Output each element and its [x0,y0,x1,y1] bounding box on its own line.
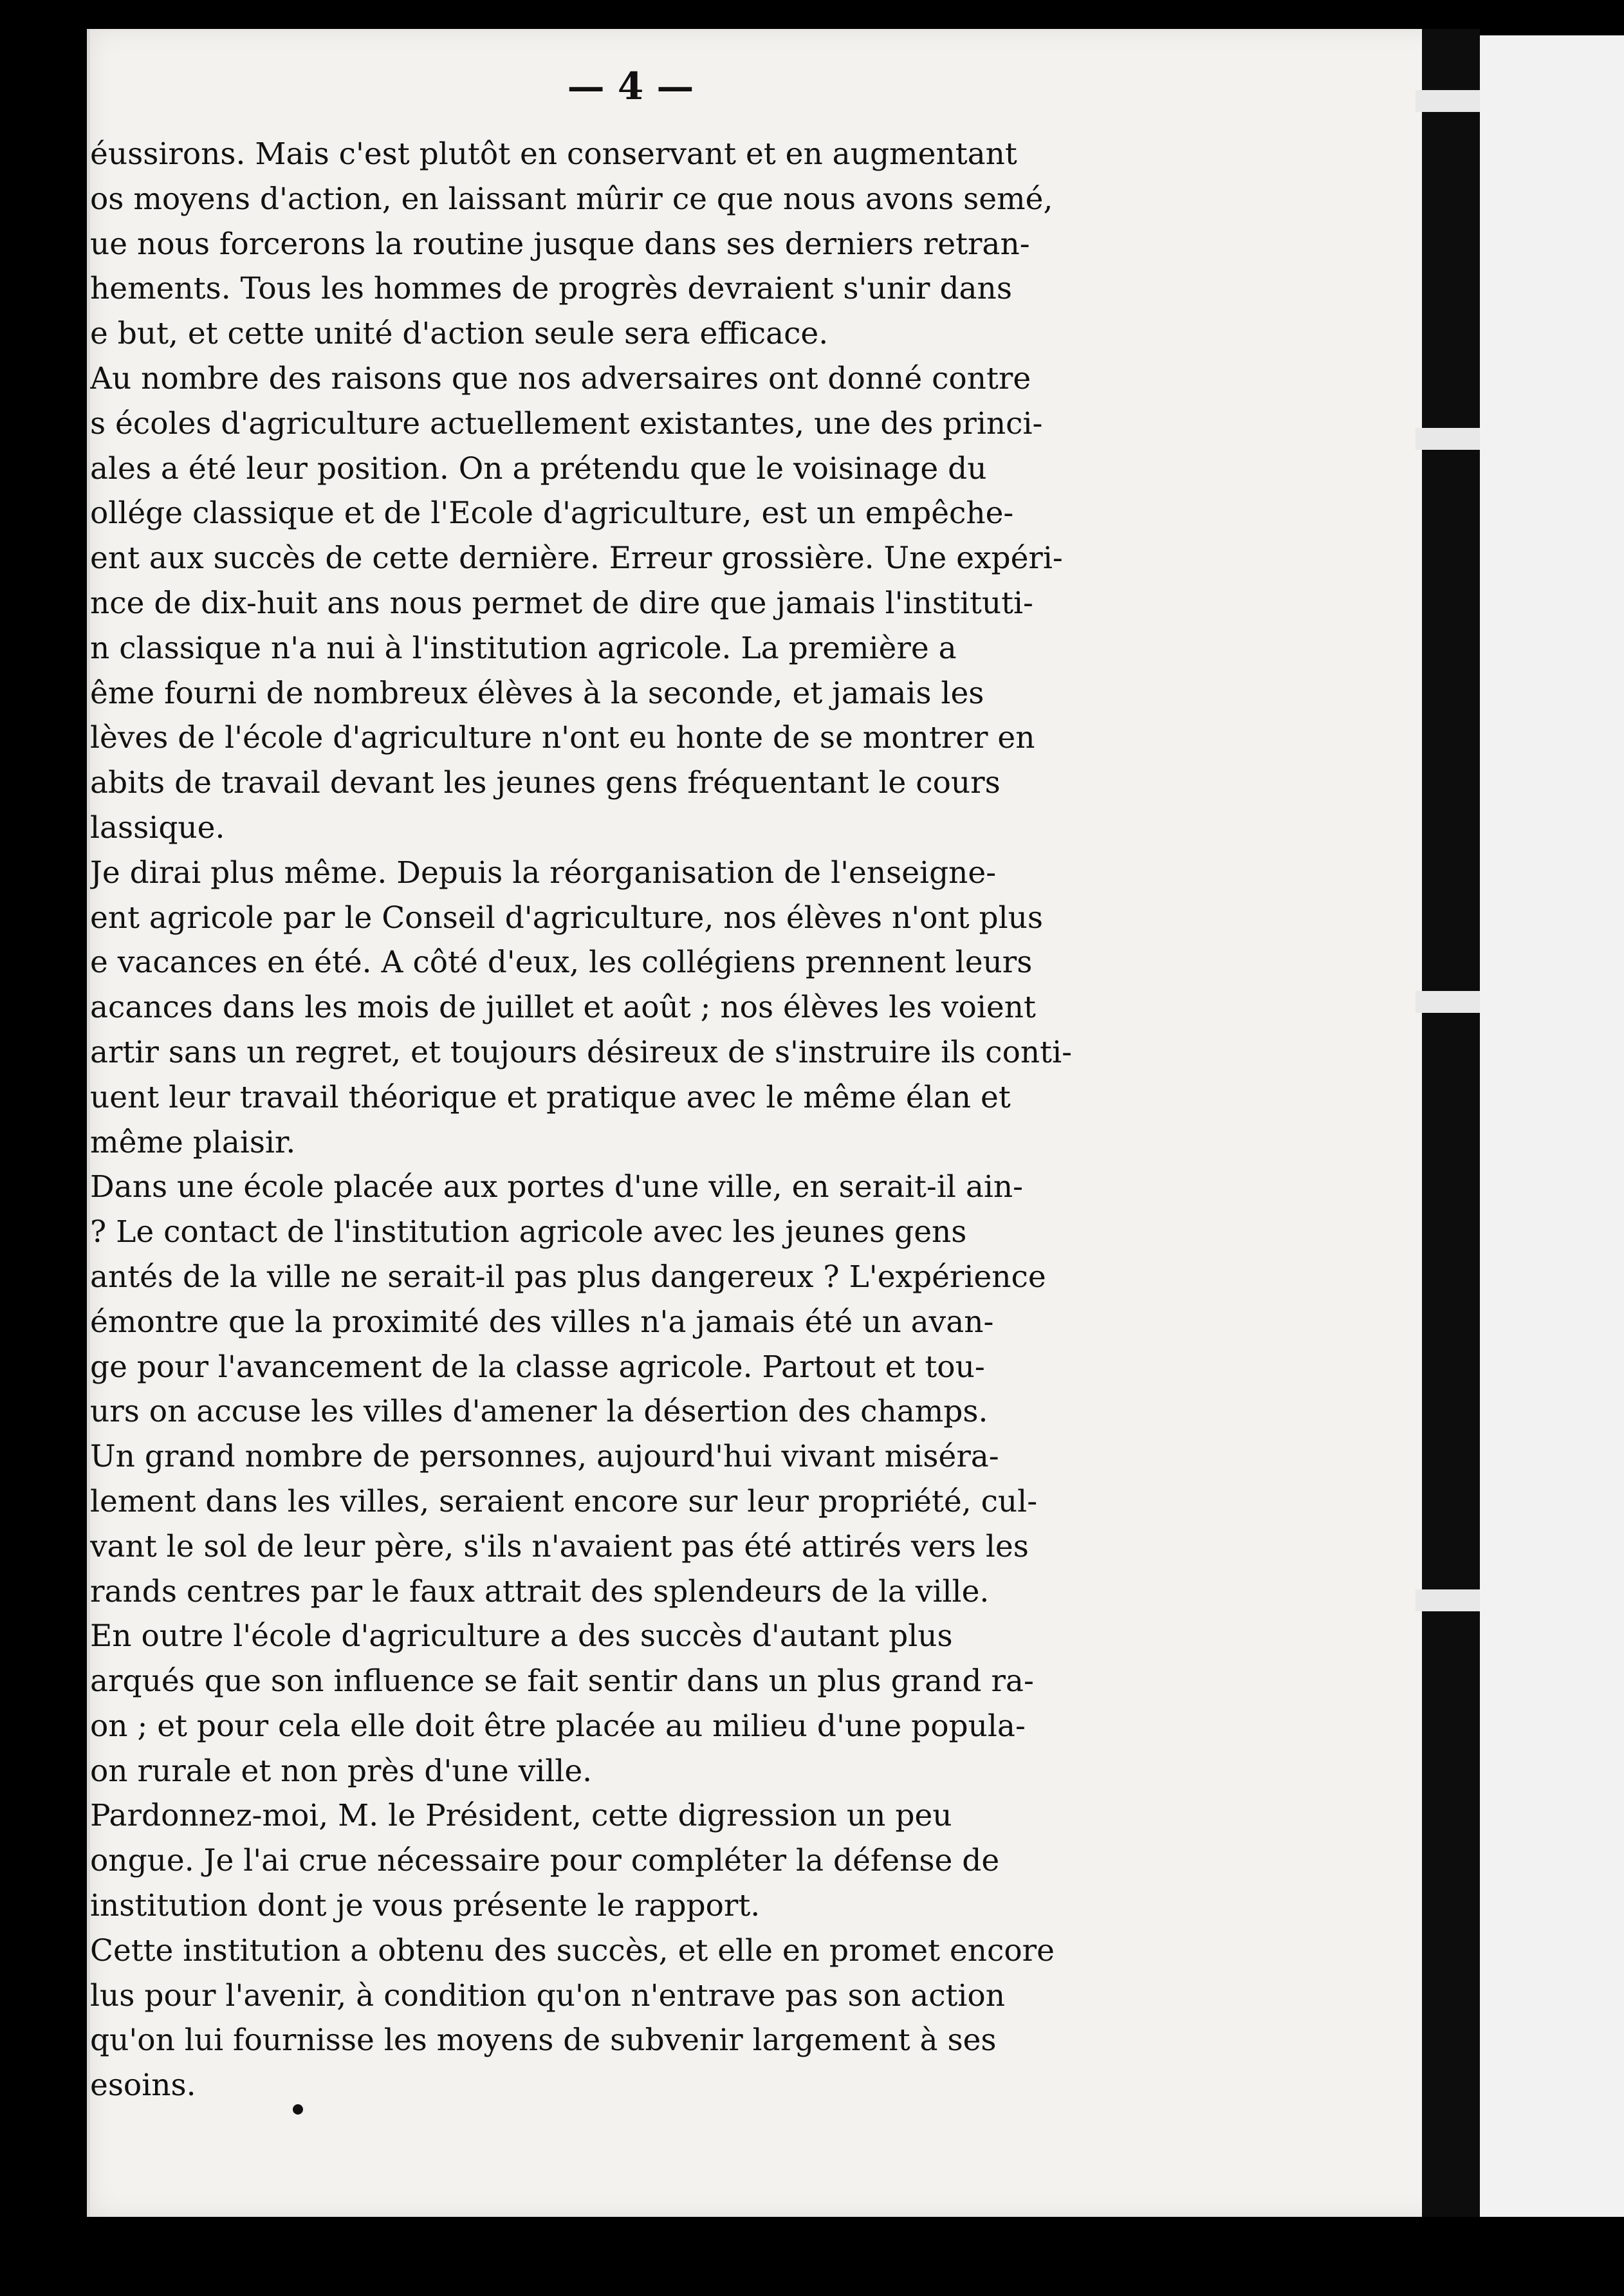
text-line: lus pour l'avenir, à condition qu'on n'entrave pas son action [90,1977,1006,2014]
binding-tab [1416,1589,1486,1611]
text-line: acances dans les mois de juillet et août ; nos élèves les voient [90,990,1036,1026]
text-line: éussirons. Mais c'est plutôt en conservant et en augmentant [90,136,1017,172]
text-line: abits de travail devant les jeunes gens fréquentant le cours [90,765,1001,801]
text-line: on ; et pour cela elle doit être placée au milieu d'une popula- [90,1708,1026,1744]
text-line: n classique n'a nui à l'institution agricole. La première a [90,630,957,666]
text-line: ent aux succès de cette dernière. Erreur grossière. Une expéri- [90,541,1063,577]
binding-tab [1416,991,1486,1013]
text-line: lèves de l'école d'agriculture n'ont eu honte de se montrer en [90,720,1035,756]
text-line: hements. Tous les hommes de progrès devraient s'unir dans [90,271,1012,307]
ink-dot [293,2104,303,2115]
text-line: e vacances en été. A côté d'eux, les collégiens prennent leurs [90,945,1033,981]
text-line: Cette institution a obtenu des succès, et elle en promet encore [90,1932,1055,1968]
text-line: e but, et cette unité d'action seule sera efficace. [90,316,829,352]
text-line: même plaisir. [90,1124,296,1160]
text-line: ollége classique et de l'Ecole d'agriculture, est un empêche- [90,495,1014,532]
body-text [90,132,1126,2108]
text-line: ongue. Je l'ai crue nécessaire pour compléter la défense de [90,1843,1000,1879]
text-line: on rurale et non près d'une ville. [90,1753,593,1789]
text-line: ? Le contact de l'institution agricole avec les jeunes gens [90,1214,967,1250]
text-line: ent agricole par le Conseil d'agriculture, nos élèves n'ont plus [90,900,1044,936]
text-line: rands centres par le faux attrait des splendeurs de la ville. [90,1573,990,1609]
text-line: antés de la ville ne serait-il pas plus dangereux ? L'expérience [90,1259,1046,1295]
text-line: ales a été leur position. On a prétendu que le voisinage du [90,450,987,486]
text-line: s écoles d'agriculture actuellement existantes, une des princi- [90,405,1043,441]
text-line: os moyens d'action, en laissant mûrir ce que nous avons semé, [90,181,1053,217]
text-line: qu'on lui fournisse les moyens de subvenir largement à ses [90,2023,997,2059]
text-line: institution dont je vous présente le rapport. [90,1888,761,1924]
text-line: uent leur travail théorique et pratique avec le même élan et [90,1079,1011,1115]
text-line: ge pour l'avancement de la classe agricole. Partout et tou- [90,1349,985,1385]
text-line: arqués que son influence se fait sentir dans un plus grand ra- [90,1663,1034,1699]
text-line: nce de dix-huit ans nous permet de dire que jamais l'instituti- [90,585,1033,621]
text-line: En outre l'école d'agriculture a des succès d'autant plus [90,1618,953,1654]
text-line: ue nous forcerons la routine jusque dans ses derniers retran- [90,226,1030,262]
text-line: Je dirai plus même. Depuis la réorganisation de l'enseigne- [90,855,997,891]
binding-tab [1416,90,1486,112]
text-line: Pardonnez-moi, M. le Président, cette digression un peu [90,1798,952,1834]
scanned-page [87,29,1467,2217]
text-line: esoins. [90,2068,196,2104]
text-line: émontre que la proximité des villes n'a jamais été un avan- [90,1304,994,1340]
text-line: ême fourni de nombreux élèves à la seconde, et jamais les [90,675,984,711]
text-line: Dans une école placée aux portes d'une ville, en serait-il ain- [90,1169,1024,1205]
text-line: urs on accuse les villes d'amener la désertion des champs. [90,1394,988,1430]
binding-tab [1416,428,1486,450]
text-line: lassique. [90,810,225,846]
text-line: Un grand nombre de personnes, aujourd'hui vivant miséra- [90,1439,999,1475]
page-number: — 4 — [567,64,694,108]
text-line: lement dans les villes, seraient encore sur leur propriété, cul- [90,1483,1038,1519]
text-line: artir sans un regret, et toujours désireux de s'instruire ils conti- [90,1034,1072,1070]
binding-edge [1422,29,1480,2217]
text-line: Au nombre des raisons que nos adversaires ont donné contre [90,360,1031,396]
text-line: vant le sol de leur père, s'ils n'avaient pas été attirés vers les [90,1528,1029,1564]
adjacent-page-edge [1480,35,1624,2217]
